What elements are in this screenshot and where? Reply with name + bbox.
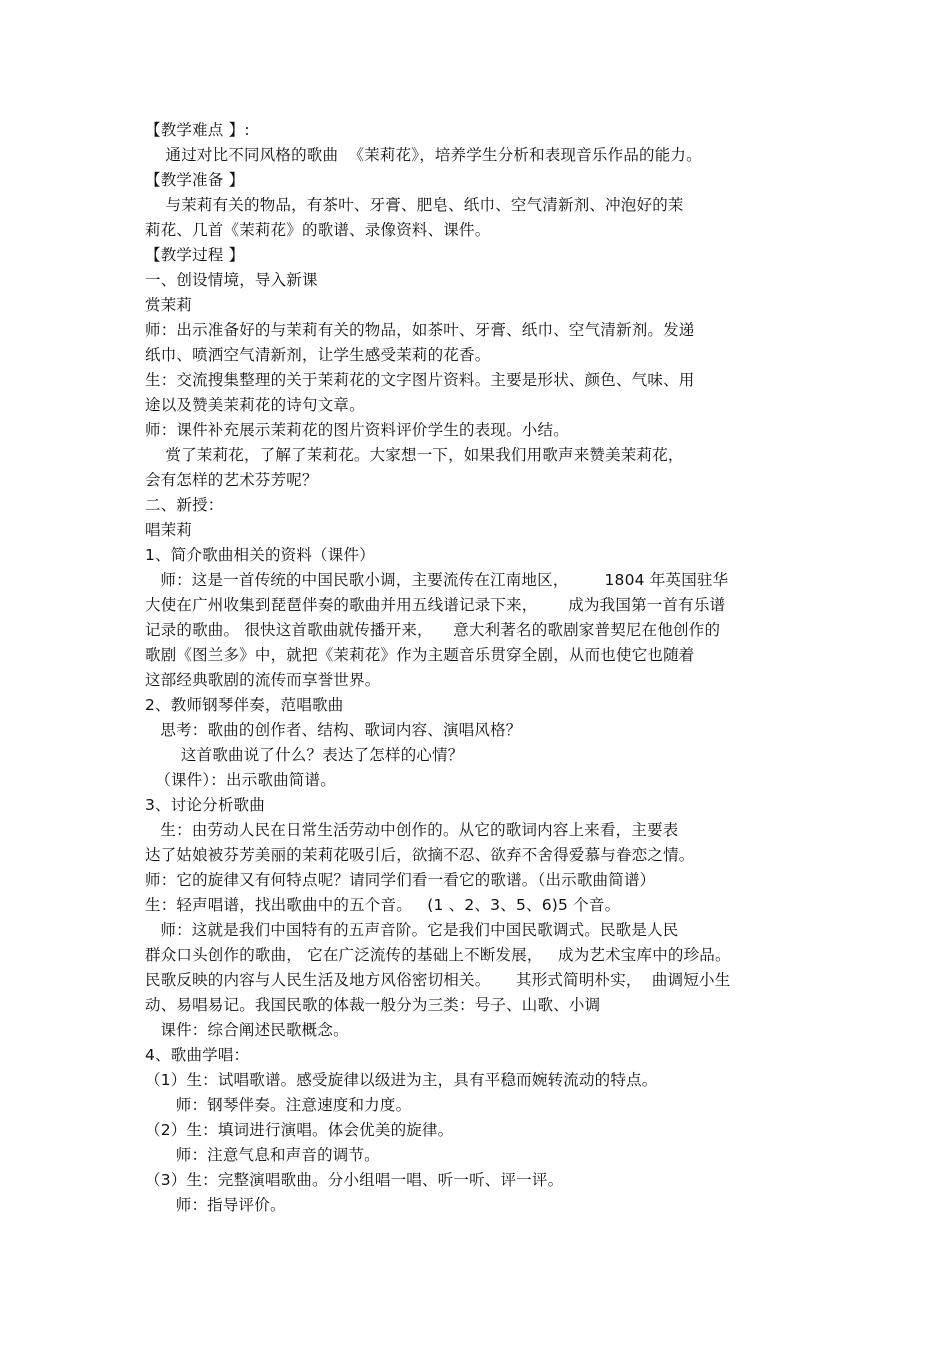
paragraph-line: 师：出示准备好的与茉莉有关的物品，如茶叶、牙膏、纸巾、空气清新剂。发递 [145,321,695,339]
paragraph-line: 师：指导评价。 [145,1196,286,1214]
paragraph-line: 师：这就是我们中国特有的五声音阶。它是我们中国民歌调式。民歌是人民 [145,921,679,939]
paragraph-line: 达了姑娘被芬芳美丽的茉莉花吸引后，欲摘不忍、欲弃不舍得爱慕与眷恋之情。 [145,846,695,864]
paragraph-line: 会有怎样的艺术芬芳呢？ [145,471,318,489]
paragraph-line: 与茉莉有关的物品，有茶叶、牙膏、肥皂、纸巾、空气清新剂、冲泡好的茉 [145,196,684,214]
paragraph-line: （3）生：完整演唱歌曲。分小组唱一唱、听一听、评一评。 [145,1171,564,1189]
paragraph-line: 生：交流搜集整理的关于茉莉花的文字图片资料。主要是形状、颜色、气味、用 [145,371,695,389]
list-item-heading: 2、教师钢琴伴奏，范唱歌曲 [145,696,344,714]
paragraph-line: 师：钢琴伴奏。注意速度和力度。 [145,1096,412,1114]
paragraph-line: 师：这是一首传统的中国民歌小调，主要流传在江南地区， 1804 年英国驻华 [145,571,729,589]
section-heading-difficulties: 【教学难点 】: [145,121,250,139]
paragraph-line: 这部经典歌剧的流传而享誉世界。 [145,671,381,689]
paragraph-line: （2）生：填词进行演唱。体会优美的旋律。 [145,1121,454,1139]
paragraph-line: 师：注意气息和声音的调节。 [145,1146,380,1164]
paragraph-line: 途以及赞美茉莉花的诗句文章。 [145,396,365,414]
subheading-new-lesson: 二、新授： [145,496,224,514]
paragraph-line: 纸巾、喷洒空气清新剂，让学生感受茉莉的花香。 [145,346,491,364]
subheading-sing: 唱茉莉 [145,521,193,539]
list-item-heading: 1、简介歌曲相关的资料（课件） [145,546,375,564]
paragraph-line: 动、易唱易记。我国民歌的体裁一般分为三类：号子、山歌、小调 [145,996,601,1014]
paragraph-line: 这首歌曲说了什么？表达了怎样的心情？ [145,746,464,764]
subheading-appreciate: 赏茉莉 [145,296,193,314]
paragraph-line: 通过对比不同风格的歌曲 《茉莉花》，培养学生分析和表现音乐作品的能力。 [145,146,702,164]
paragraph-line: 生：轻声唱谱，找出歌曲中的五个音。 (1 、2、3、5、6)5 个音。 [145,896,621,914]
section-heading-process: 【教学过程 】 [145,246,245,264]
subheading-intro: 一、创设情境，导入新课 [145,271,318,289]
paragraph-line: 师：课件补充展示茉莉花的图片资料评价学生的表现。小结。 [145,421,569,439]
paragraph-line: 群众口头创作的歌曲， 它在广泛流传的基础上不断发展， 成为艺术宝库中的珍品。 [145,946,731,964]
list-item-heading: 3、讨论分析歌曲 [145,796,265,814]
paragraph-line: （1）生：试唱歌谱。感受旋律以级进为主，具有平稳而婉转流动的特点。 [145,1071,658,1089]
section-heading-preparation: 【教学准备 】 [145,171,245,189]
paragraph-line: 歌剧《图兰多》中，就把《茉莉花》作为主题音乐贯穿全剧，从而也使它也随着 [145,646,695,664]
paragraph-line: 大使在广州收集到琵琶伴奏的歌曲并用五线谱记录下来， 成为我国第一首有乐谱 [145,596,726,614]
paragraph-line: 民歌反映的内容与人民生活及地方风俗密切相关。 其形式简明朴实， 曲调短小生 [145,971,731,989]
paragraph-line: 记录的歌曲。 很快这首歌曲就传播开来， 意大利著名的歌剧家普契尼在他创作的 [145,621,721,639]
list-item-heading: 4、歌曲学唱： [145,1046,250,1064]
paragraph-line: 生：由劳动人民在日常生活劳动中创作的。从它的歌词内容上来看，主要表 [145,821,679,839]
paragraph-line: 师：它的旋律又有何特点呢？请同学们看一看它的歌谱。（出示歌曲简谱） [145,871,656,889]
paragraph-line: 课件：综合阐述民歌概念。 [145,1021,349,1039]
paragraph-line: 莉花、几首《茉莉花》的歌谱、录像资料、课件。 [145,221,491,239]
paragraph-line: （课件）：出示歌曲简谱。 [145,771,336,789]
paragraph-line: 赏了茉莉花，了解了茉莉花。大家想一下，如果我们用歌声来赞美茉莉花， [145,446,684,464]
paragraph-line: 思考：歌曲的创作者、结构、歌词内容、演唱风格？ [145,721,522,739]
